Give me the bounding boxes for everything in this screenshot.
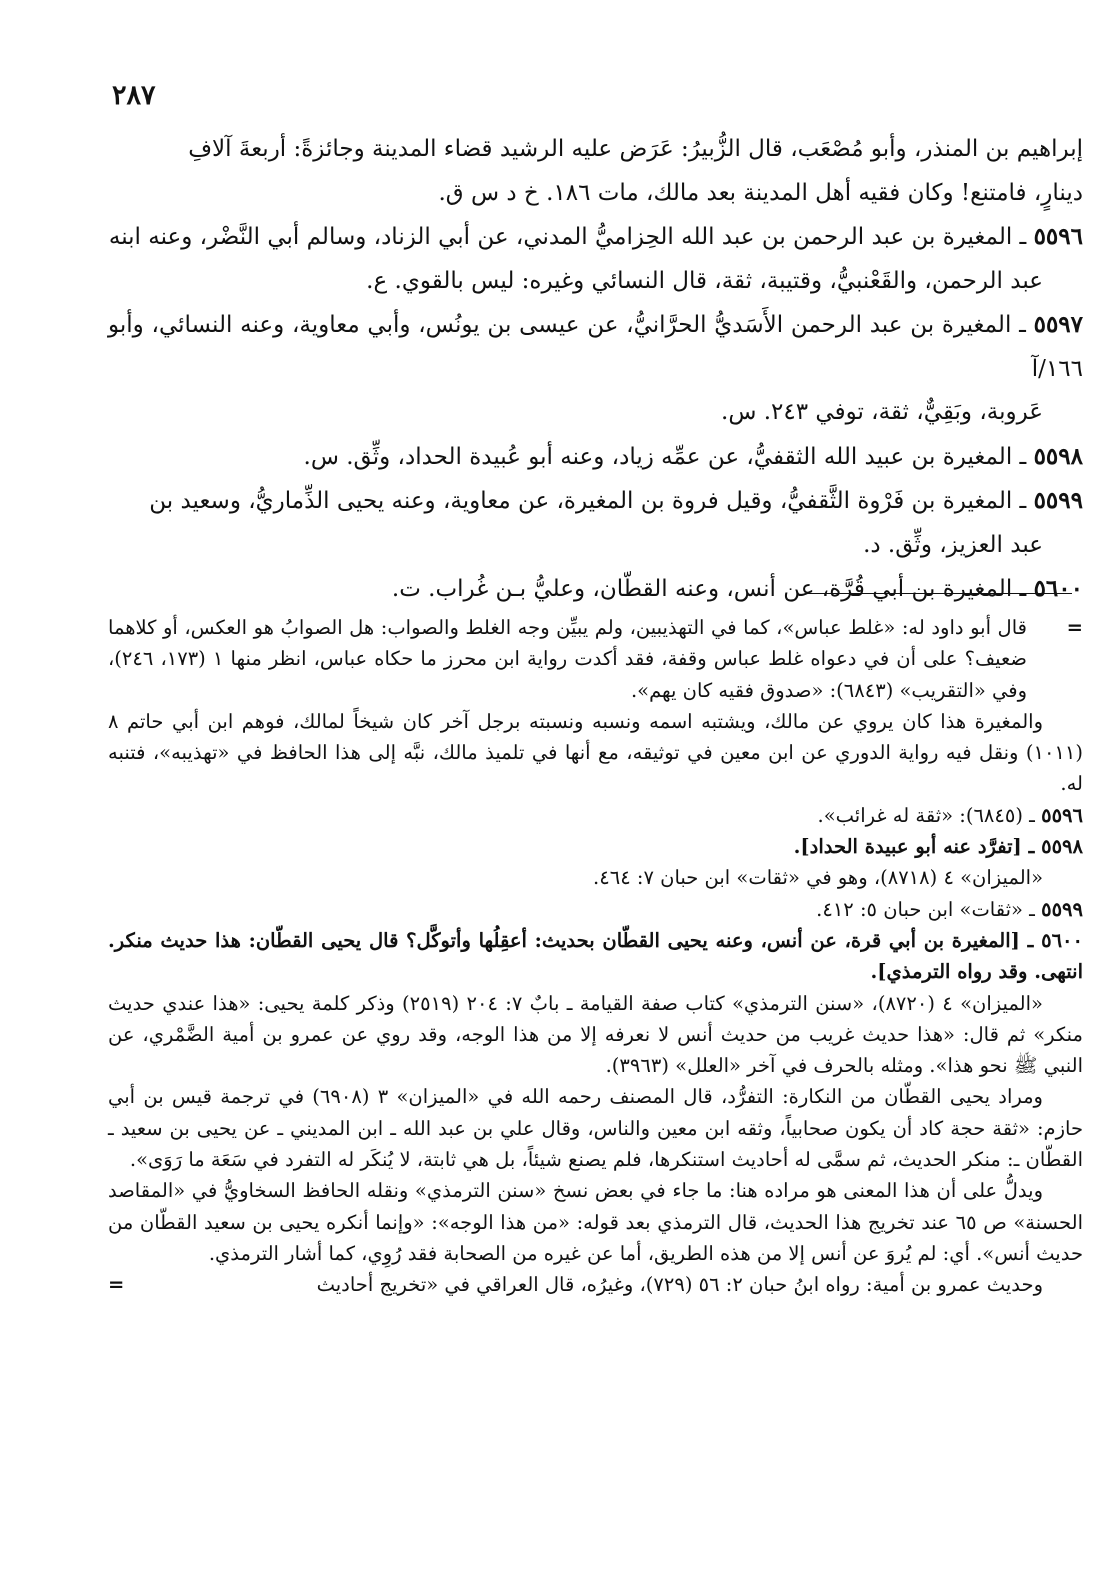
entry-number: ٥٥٩٩ — [1033, 487, 1083, 514]
entry-text: ـ المغيرة بن أبي قُرَّة، عن أنس، وعنه القطّان، وعليُّ بـن غُراب. ت. — [391, 576, 1027, 602]
footnote-paragraph — [108, 1269, 1083, 1300]
footnote-number: ٥٦٠٠ — [1041, 928, 1083, 952]
footnote-continuation — [108, 612, 1083, 706]
footnote-number: ٥٥٩٦ — [1041, 803, 1083, 827]
continued-line: دينارٍ، فامتنع! وكان فقيه أهل المدينة بعد مالك، مات ١٨٦. خ د س ق. — [438, 179, 1083, 206]
entry-continuation: عبد العزيز، وثِّق. د. — [863, 531, 1043, 558]
entry-number: ٥٥٩٦ — [1033, 223, 1083, 250]
page-number: ٢٨٧ — [112, 80, 156, 111]
continuation-marker: = — [1066, 616, 1083, 639]
footnote-text: ـ «ثقات» ابن حبان ٥: ٤١٢. — [816, 897, 1035, 921]
entry-number: ٥٥٩٧ — [1033, 311, 1084, 338]
entry-text: ـ المغيرة بن فَرْوة الثَّقفيُّ، وقيل فروة بن المغيرة، عن معاوية، وعنه يحيى الذِّماريُّ، وسعيد بن — [149, 488, 1027, 514]
footnote-text: ـ (٦٨٤٥): «ثقة له غرائب». — [817, 803, 1035, 827]
continuation-marker: = — [108, 1273, 125, 1297]
footnote-text: ـ [المغيرة بن أبي قرة، عن أنس، وعنه يحيى القطّان بحديث: أعقِلُها وأتوكَّل؟ قال يحيى القطّان: هذا حديث منكر. انتهى. وقد رواه الترمذي]. — [108, 928, 1083, 984]
biography-entry — [108, 479, 1083, 524]
footnote-paragraph: ويدلُّ على أن هذا المعنى هو مراده هنا: ما جاء في بعض نسخ «سنن الترمذي» ونقله الحافظ السخاويُّ في «المقاصد الحسنة» ص ٦٥ عند تخريج هذا الحديث، قال الترمذي بعد قوله: «من هذا الوجه»: «وإنما أنكره يحيى بن سعيد القطّان من حديث أنس». أي: لم يُروَ عن أنس إلا من هذه الطريق، أما عن غيره من الصحابة فقد رُوِي، كما أشار الترمذي. — [108, 1179, 1083, 1265]
footnote-entry — [108, 831, 1083, 862]
footnote-paragraph: والمغيرة هذا كان يروي عن مالك، ويشتبه اسمه ونسبه ونسبته برجل آخر كان شيخاً لمالك، فوهم ابن أبي حاتم ٨ (١٠١١) ونقل فيه رواية الدوري عن ابن معين في توثيقه، مع أنها في تلميذ مالك، نبَّه إلى هذا الحافظ في «تهذيبه»، فتنبه له. — [108, 709, 1083, 796]
entry-text: ـ المغيرة بن عبد الرحمن الأَسَديُّ الحرَّانيُّ، عن عيسى بن يونُس، وأبي معاوية، وعنه النسائي، وأبو ١٦٦/آ — [108, 312, 1083, 382]
footnote-number: ٥٥٩٨ — [1041, 835, 1083, 859]
entry-continuation: عبد الرحمن، والقَعْنبيُّ، وقتيبة، ثقة، قال النسائي وغيره: ليس بالقوي. ع. — [366, 267, 1043, 294]
footnote-entry — [108, 800, 1083, 831]
footnote-number: ٥٥٩٩ — [1041, 897, 1083, 921]
biography-entry — [108, 215, 1083, 260]
continued-line: إبراهيم بن المنذر، وأبو مُصْعَب، قال الزُّبيرُ: عَرَض عليه الرشيد قضاء المدينة وجائزةً: أربعةَ آلافِ — [188, 136, 1083, 162]
main-text — [108, 128, 1083, 612]
entry-continuation: عَروبة، وبَقِيٌّ، ثقة، توفي ٢٤٣. س. — [721, 399, 1043, 425]
footnote-entry — [108, 925, 1083, 988]
footnote-paragraph: ومراد يحيى القطّان من النكارة: التفرُّد، قال المصنف رحمه الله في «الميزان» ٣ (٦٩٠٨) في ترجمة قيس بن أبي حازم: «ثقة حجة كاد أن يكون صحابياً، وثقه ابن معين والناس، وقال علي بن عبد الله ـ ابن المديني ـ عن يحيى بن سعيد ـ القطّان ـ: منكر الحديث، ثم سمَّى له أحاديث استنكرها، فلم يصنع شيئاً، بل هي ثابتة، لا يُنكَر له التفرد في سَعَة ما رَوَى». — [108, 1085, 1083, 1172]
footnote-paragraph: «الميزان» ٤ (٨٧١٨)، وهو في «ثقات» ابن حبان ٧: ٤٦٤. — [593, 866, 1043, 890]
footnote-text: وحديث عمرو بن أمية: رواه ابنُ حبان ٢: ٥٦ (٧٢٩)، وغيرُه، قال العراقي في «تخريج أحاديث — [316, 1273, 1043, 1297]
biography-entry — [108, 435, 1083, 480]
footnote-paragraph: قال أبو داود له: «غلط عباس»، كما في التهذيبين، ولم يبيِّن وجه الغلط والصواب: هل الصوابُ هو العكس، أو كلاهما ضعيف؟ على أن في دعواه غلط عباس وقفة، فقد أكدت رواية ابن محرز ما حكاه عباس، انظر منها ١ (١٧٣، ٢٤٦)، وفي «التقريب» (٦٨٤٣): «صدوق فقيه كان يهم». — [108, 616, 1027, 702]
footnote-text: ـ [تفرَّد عنه أبو عبيدة الحداد]. — [793, 835, 1035, 859]
footnotes — [108, 612, 1083, 1301]
footnote-paragraph: «الميزان» ٤ (٨٧٢٠)، «سنن الترمذي» كتاب صفة القيامة ـ بابٌ ٧: ٢٠٤ (٢٥١٩) وذكر كلمة يحيى: «هذا عندي حديث منكر» ثم قال: «هذا حديث غريب من حديث أنس لا نعرفه إلا من هذا الوجه، وقد روي عن عمرو بن أمية الضَّمْري، عن النبي ﷺ نحو هذا». ومثله بالحرف في آخر «العلل» (٣٩٦٣). — [108, 991, 1083, 1078]
entry-number: ٥٦٠٠ — [1033, 575, 1083, 602]
entry-number: ٥٥٩٨ — [1033, 442, 1083, 470]
entry-text: ـ المغيرة بن عبد الرحمن بن عبد الله الحِزاميُّ المدني، عن أبي الزناد، وسالم أبي النَّضْر، وعنه ابنه — [108, 224, 1027, 250]
biography-entry — [108, 303, 1083, 391]
footnote-entry — [108, 894, 1083, 925]
entry-text: ـ المغيرة بن عبيد الله الثقفيُّ، عن عمِّه زياد، وعنه أبو عُبيدة الحداد، وثِّق. س. — [303, 443, 1027, 470]
footnote-separator — [806, 593, 1072, 594]
biography-entry — [108, 567, 1083, 612]
